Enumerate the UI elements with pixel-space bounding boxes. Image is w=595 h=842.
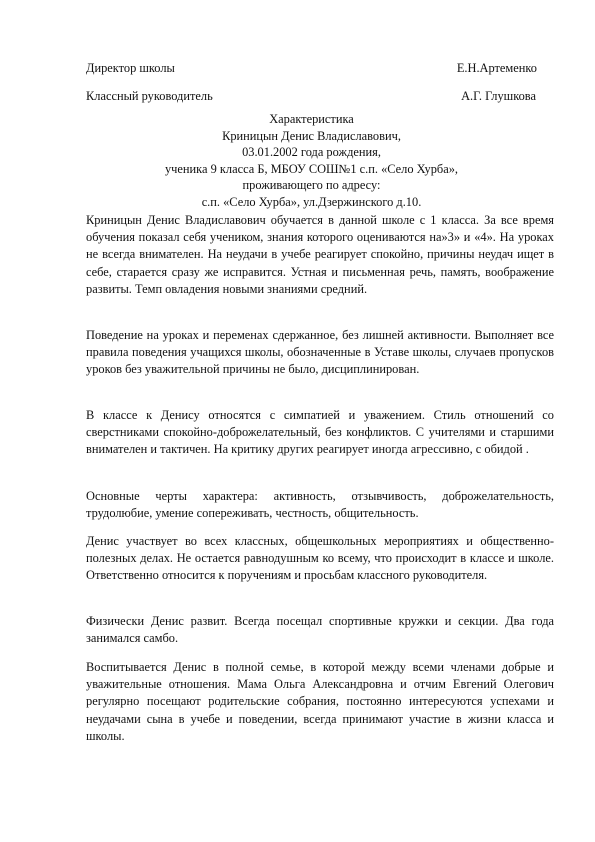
paragraph-family — [86, 659, 554, 745]
paragraph-text: Поведение на уроках и переменах сдержанное, без лишней активности. Выполняет все правила поведения учащихся школы, обозначенные в Уставе школы, случаев пропусков уроков без уважительной причины не было, дисциплинирован. — [86, 328, 554, 377]
paragraph-behavior — [86, 327, 554, 379]
address-label: проживающего по адресу: — [242, 178, 381, 193]
paragraph-sport — [86, 613, 554, 647]
birth-date: 03.01.2002 года рождения, — [242, 145, 381, 160]
paragraph-text: Воспитывается Денис в полной семье, в которой между всеми членами добрые и уважительные отношения. Мама Ольга Александровна и отчим Евгений Олегович регулярно посещают родительские собрания, постоянно интересуются успехами и неудачами сына в учебе и поведении, всегда принимают участие в жизни класса и школы. — [86, 660, 554, 743]
director-name: Е.Н.Артеменко — [456, 61, 537, 75]
document-title: Характеристика — [269, 112, 354, 126]
director-role: Директор школы — [86, 61, 175, 75]
paragraph-text: Денис участвует во всех классных, общешкольных мероприятиях и общественно-полезных делах. Не остается равнодушным ко всему, что происходит в классе и школе. Ответственно относится к поручениям и просьбам классного руководителя. — [86, 534, 554, 583]
paragraph-text: Физически Денис развит. Всегда посещал спортивные кружки и секции. Два года занимался самбо. — [86, 614, 554, 646]
document-heading — [86, 111, 537, 211]
student-address: с.п. «Село Хурба», ул.Дзержинского д.10. — [201, 194, 422, 209]
paragraph-text: В классе к Денису относятся с симпатией и уважением. Стиль отношений со сверстниками спокойно-доброжелательный, без конфликтов. С учителями и старшими внимателен и тактичен. На критику других реагирует иногда агрессивно, с обидой . — [86, 408, 554, 457]
paragraph-character — [86, 488, 554, 522]
paragraph-text: Основные черты характера: активность, отзывчивость, доброжелательность, трудолюбие, умение сопереживать, честность, общительность. — [86, 489, 554, 521]
teacher-role: Классный руководитель — [86, 89, 213, 103]
paragraph-relations — [86, 407, 554, 459]
paragraph-studies — [86, 212, 554, 298]
student-name: Криницын Денис Владиславович, — [222, 128, 401, 143]
director-signature-row — [86, 60, 537, 77]
teacher-name: А.Г. Глушкова — [461, 89, 536, 103]
paragraph-text: Криницын Денис Владиславович обучается в данной школе с 1 класса. За все время обучения показал себя учеником, знания которого оцениваются на»3» и «4». На уроках не всегда внимателен. На неудачи в учебе реагирует спокойно, причины неудач ищет в себе, старается сразу же исправится. Устная и письменная речь, память, воображение развиты. Темп овладения новыми знаниями средний. — [86, 213, 554, 296]
teacher-signature-row — [86, 88, 537, 105]
student-class-school: ученика 9 класса Б, МБОУ СОШ№1 с.п. «Село Хурба», — [164, 161, 459, 176]
paragraph-activities — [86, 533, 554, 585]
